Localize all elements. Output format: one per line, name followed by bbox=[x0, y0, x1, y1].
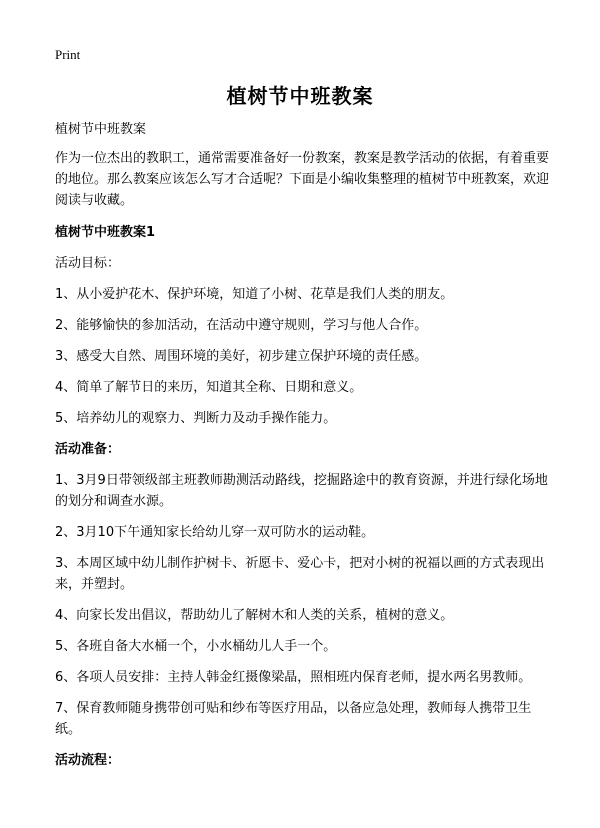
prep-item: 6、各项人员安排：主持人韩金红摄像梁晶，照相班内保育老师，提水两名男教师。 bbox=[55, 670, 532, 685]
goal-item: 3、感受大自然、周围环境的美好，初步建立保护环境的责任感。 bbox=[55, 349, 428, 364]
flow-heading: 活动流程： bbox=[55, 753, 121, 768]
prep-item: 5、各班自备大水桶一个，小水桶幼儿人手一个。 bbox=[55, 639, 337, 654]
prep-item: 2、3月10下午通知家长给幼儿穿一双可防水的运动鞋。 bbox=[55, 525, 375, 540]
intro-paragraph: 作为一位杰出的教职工，通常需要准备好一份教案，教案是教学活动的依据，有着重要的地位。那么教案应该怎么写才合适呢？下面是小编收集整理的植树节中班教案，欢迎阅读与收藏。 bbox=[55, 151, 550, 208]
document-title: 植树节中班教案 bbox=[226, 84, 374, 108]
prep-heading: 活动准备： bbox=[55, 442, 121, 457]
goal-item: 2、能够愉快的参加活动，在活动中遵守规则，学习与他人合作。 bbox=[55, 318, 428, 333]
section-heading: 植树节中班教案1 bbox=[55, 225, 156, 240]
goals-label: 活动目标： bbox=[55, 256, 121, 271]
goal-item: 4、简单了解节日的来历，知道其全称、日期和意义。 bbox=[55, 380, 363, 395]
print-link[interactable]: Print bbox=[55, 47, 81, 62]
prep-item: 7、保育教师随身携带创可贴和纱布等医疗用品，以备应急处理，教师每人携带卫生纸。 bbox=[55, 701, 532, 737]
prep-item: 1、3月9日带领级部主班教师勘测活动路线，挖掘路途中的教育资源，并进行绿化场地的划分和调查水源。 bbox=[55, 473, 548, 509]
prep-item: 4、向家长发出倡议，帮助幼儿了解树木和人类的关系，植树的意义。 bbox=[55, 608, 454, 623]
goal-item: 1、从小爱护花木、保护环境，知道了小树、花草是我们人类的朋友。 bbox=[55, 287, 454, 302]
goal-item: 5、培养幼儿的观察力、判断力及动手操作能力。 bbox=[55, 411, 337, 426]
prep-item: 3、本周区域中幼儿制作护树卡、祈愿卡、爱心卡，把对小树的祝福以画的方式表现出来，并塑封。 bbox=[55, 556, 545, 592]
document-body bbox=[55, 119, 555, 781]
document-subtitle: 植树节中班教案 bbox=[55, 122, 147, 137]
